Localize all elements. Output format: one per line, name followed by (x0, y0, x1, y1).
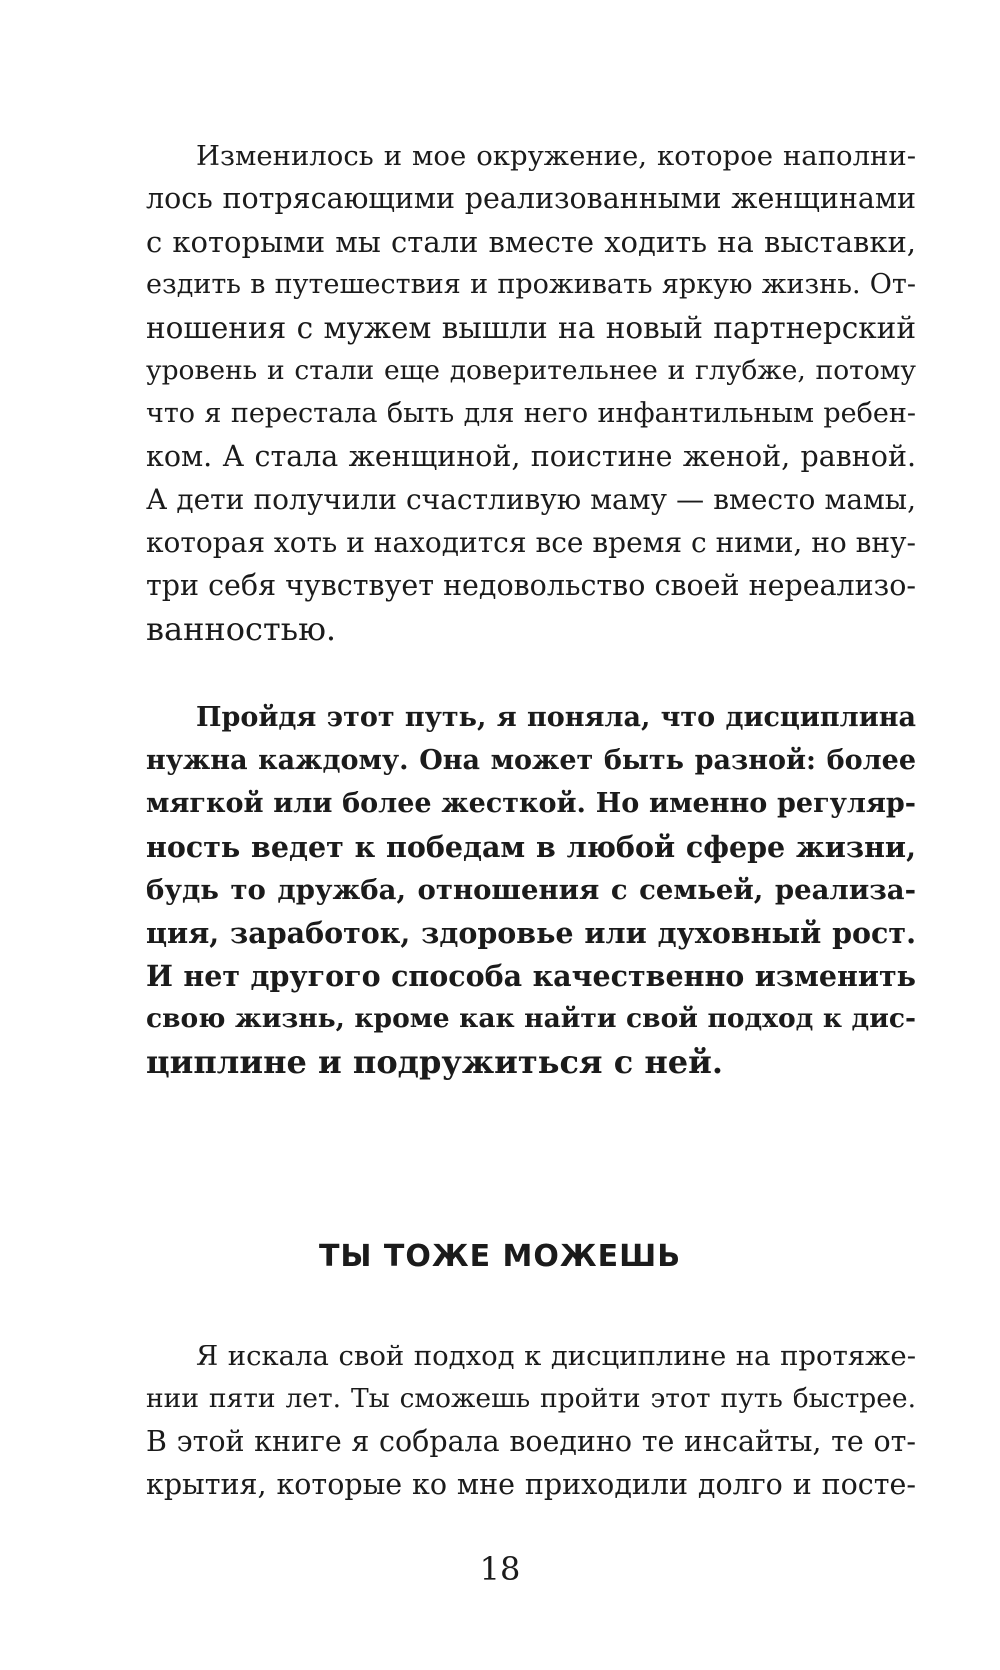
text-line: которая хоть и находится все время с ними, но вну- (146, 526, 916, 559)
text-line: свою жизнь, кроме как найти свой подход к дис- (146, 1003, 916, 1034)
text-line: с которыми мы стали вместе ходить на выставки, (146, 225, 916, 259)
text-line: циплине и подружиться с ней. (146, 1043, 723, 1081)
text-line: уровень и стали еще доверительнее и глубже, потому (146, 355, 916, 386)
text-line: А дети получили счастливую маму — вместо мамы, (146, 483, 916, 516)
text-line: крытия, которые ко мне приходили долго и посте- (146, 1468, 916, 1501)
page-number: 18 (479, 1550, 521, 1588)
text-line: ция, заработок, здоровье или духовный рост. (146, 916, 916, 950)
text-line: ездить в путешествия и проживать яркую жизнь. От- (146, 269, 916, 300)
text-line: нии пяти лет. Ты сможешь пройти этот путь быстрее. (146, 1383, 916, 1414)
text-line: И нет другого способа качественно изменить (146, 959, 916, 993)
text-line: ванностью. (146, 610, 337, 648)
text-line: Я искала свой подход к дисциплине на протяже- (196, 1340, 916, 1372)
text-line: мягкой или более жесткой. Но именно регуляр- (146, 788, 916, 819)
text-line: что я перестала быть для него инфантильным ребен- (146, 398, 916, 429)
text-line: Изменилось и мое окружение, которое наполни- (196, 140, 916, 172)
text-line: ность ведет к победам в любой сфере жизни, (146, 830, 916, 864)
text-line: ком. А стала женщиной, поистине женой, равной. (146, 440, 916, 473)
section-heading: ТЫ ТОЖЕ МОЖЕШЬ (318, 1239, 682, 1274)
text-line: нужна каждому. Она может быть разной: более (146, 745, 916, 776)
text-line: три себя чувствует недовольство своей нереализо- (146, 569, 916, 602)
text-line: лось потрясающими реализованными женщинами (146, 182, 916, 215)
text-line: Пройдя этот путь, я поняла, что дисциплина (196, 702, 916, 733)
text-line: будь то дружба, отношения с семьей, реализа- (146, 874, 916, 906)
text-line: В этой книге я собрала воедино те инсайты, те от- (146, 1425, 916, 1458)
text-line: ношения с мужем вышли на новый партнерский (146, 311, 916, 345)
